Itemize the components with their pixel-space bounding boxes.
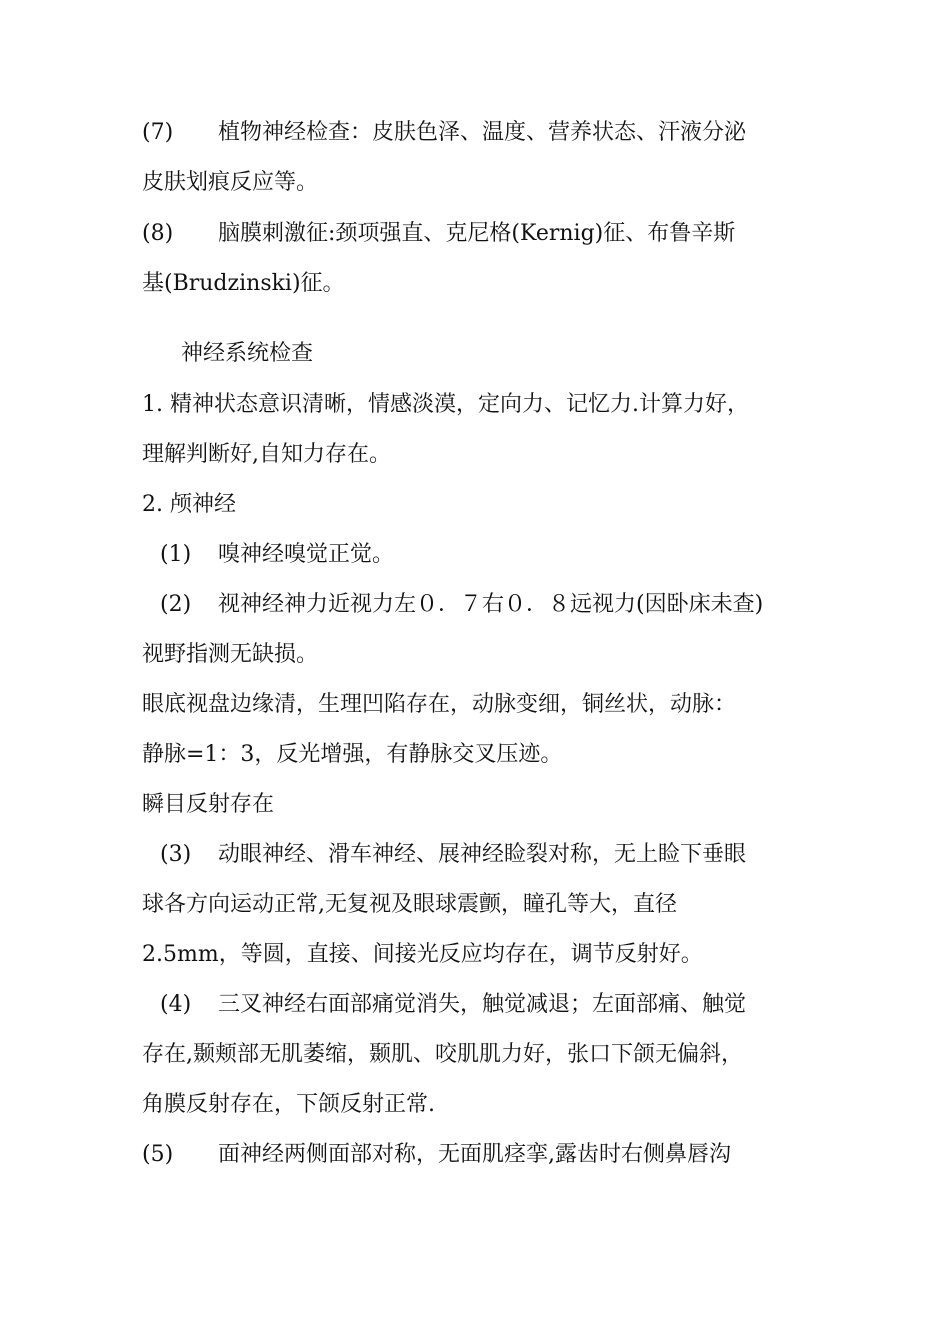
paragraph-line: 眼底视盘边缘清，生理凹陷存在，动脉变细，铜丝状，动脉： <box>142 692 737 717</box>
line-text: 脑膜刺激征:颈项强直、克尼格(Kernig)征、布鲁辛斯 <box>218 221 736 246</box>
paragraph-line: 球各方向运动正常,无复视及眼球震颤，瞳孔等大，直径 <box>142 892 677 917</box>
item-number: (2) <box>160 592 192 617</box>
paragraph-line <box>142 540 394 570</box>
line-text: 植物神经检查：皮肤色泽、温度、营养状态、汗液分泌 <box>218 120 747 145</box>
item-number: (5) <box>142 1142 174 1167</box>
line-text: 视神经神力近视力左０．７右０．８远视力(因卧床未查) <box>218 592 764 617</box>
paragraph-line <box>142 840 746 870</box>
line-text: 嗅神经嗅觉正觉。 <box>218 542 395 567</box>
paragraph-line: 理解判断好,自知力存在。 <box>142 442 391 467</box>
paragraph-line <box>142 990 746 1020</box>
paragraph-line: 瞬目反射存在 <box>142 792 275 817</box>
item-number: (3) <box>160 842 192 867</box>
paragraph-line: 存在,颞颊部无肌萎缩，颞肌、咬肌肌力好，张口下颌无偏斜， <box>142 1042 743 1067</box>
line-text: 面神经两侧面部对称，无面肌痉挛,露齿时右侧鼻唇沟 <box>218 1142 731 1167</box>
paragraph-line <box>142 219 735 249</box>
paragraph-line <box>142 118 746 148</box>
item-number: (4) <box>160 992 192 1017</box>
paragraph-line <box>142 590 763 620</box>
paragraph-line: 2. 颅神经 <box>142 492 236 517</box>
paragraph-line: 2.5mm，等圆，直接、间接光反应均存在，调节反射好。 <box>142 942 703 967</box>
item-number: (8) <box>142 221 174 246</box>
paragraph-line: 角膜反射存在，下颌反射正常. <box>142 1092 435 1117</box>
paragraph-line: 皮肤划痕反应等。 <box>142 170 319 195</box>
paragraph-line: 静脉=1：3，反光增强，有静脉交叉压迹。 <box>142 742 563 767</box>
paragraph-line: 视野指测无缺损。 <box>142 642 319 667</box>
paragraph-line: 基(Brudzinski)征。 <box>142 271 345 296</box>
line-text: 动眼神经、滑车神经、展神经睑裂对称，无上睑下垂眼 <box>218 842 747 867</box>
line-text: 三叉神经右面部痛觉消失，触觉减退；左面部痛、触觉 <box>218 992 747 1017</box>
section-heading: 神经系统检查 <box>181 341 314 366</box>
item-number: (1) <box>160 542 192 567</box>
item-number: (7) <box>142 120 174 145</box>
paragraph-line: 1. 精神状态意识清晰，情感淡漠，定向力、记忆力.计算力好， <box>142 392 749 417</box>
paragraph-line <box>142 1140 731 1170</box>
